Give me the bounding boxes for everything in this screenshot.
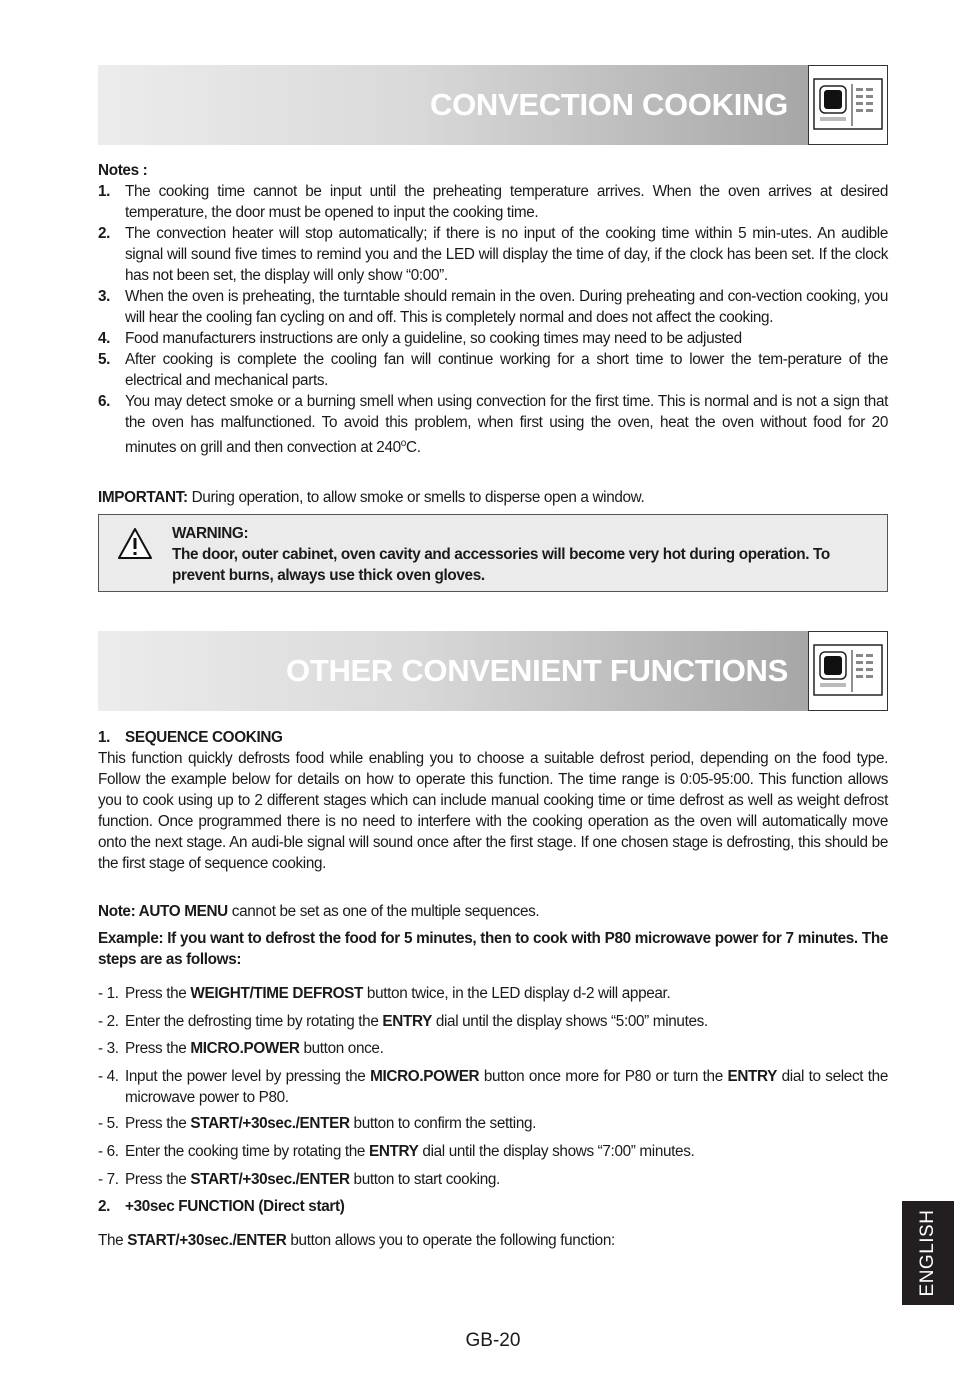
list-item: 4. Food manufacturers instructions are only a guideline, so cooking times may need to be adjusted (98, 330, 742, 347)
list-item: 3. When the oven is preheating, the turntable should remain in the oven. During preheating and con-vection cooking, you will hear the cooling fan cycling on and off. This is completely normal and does not affect the cooking. (98, 288, 888, 326)
warning-box (98, 514, 888, 592)
section-banner-convection (98, 65, 888, 145)
sequence-cooking-heading: 1. SEQUENCE COOKING (98, 729, 283, 746)
page-number: GB-20 (465, 1330, 521, 1351)
example-text: Example: If you want to defrost the food for 5 minutes, then to cook with P80 microwave power for 7 minutes. The steps are as follows: (98, 930, 888, 968)
microwave-icon (808, 631, 888, 711)
list-item: 6. You may detect smoke or a burning smell when using convection for the first time. This is normal and is not a sign that the oven has malfunctioned. To avoid this problem, when first using the oven, heat the oven without food for 20 minutes on grill and then convection at 240$^o$C. (98, 393, 888, 457)
warning-title: WARNING: (172, 525, 249, 542)
step-1: - 1. Press the WEIGHT/TIME DEFROST button twice, in the LED display d-2 will appear. (98, 985, 671, 1002)
plus30-description: The START/+30sec./ENTER button allows you to operate the following function: (98, 1232, 615, 1249)
step-7: - 7. Press the START/+30sec./ENTER button to start cooking. (98, 1171, 500, 1188)
plus30-heading: 2. +30sec FUNCTION (Direct start) (98, 1198, 345, 1215)
section-title: CONVECTION COOKING (429, 87, 788, 122)
list-item: 2. The convection heater will stop automatically; if there is no input of the cooking time within 5 min-utes. An audible signal will sound five times to remind you and the LED will display the time of day, if the clock has been set. If the clock has not been set, the display will only show “0:00”. (98, 225, 888, 284)
section-title: OTHER CONVENIENT FUNCTIONS (286, 653, 788, 688)
step-2: - 2. Enter the defrosting time by rotating the ENTRY dial until the display shows “5:00” minutes. (98, 1013, 708, 1030)
auto-menu-note: Note: AUTO MENU cannot be set as one of the multiple sequences. (98, 903, 540, 920)
microwave-icon (808, 65, 888, 145)
important-note: IMPORTANT: During operation, to allow smoke or smells to disperse open a window. (98, 489, 645, 506)
warning-triangle-icon (117, 527, 153, 566)
language-label: ENGLISH (917, 1209, 938, 1297)
list-item: 5. After cooking is complete the cooling fan will continue working for a short time to lower the tem-perature of the electrical and mechanical parts. (98, 351, 888, 389)
notes-list (98, 181, 888, 458)
language-tab (902, 1201, 954, 1305)
notes-block (98, 160, 888, 458)
step-5: - 5. Press the START/+30sec./ENTER button to confirm the setting. (98, 1115, 537, 1132)
warning-text (172, 523, 872, 586)
step-6: - 6. Enter the cooking time by rotating the ENTRY dial until the display shows “7:00” minutes. (98, 1143, 695, 1160)
step-3: - 3. Press the MICRO.POWER button once. (98, 1040, 384, 1057)
warning-body: The door, outer cabinet, oven cavity and accessories will become very hot during operation. To prevent burns, always use thick oven gloves. (172, 546, 830, 584)
section-banner-other-functions (98, 631, 888, 711)
notes-title: Notes : (98, 162, 148, 179)
step-4: - 4. Input the power level by pressing the MICRO.POWER button once more for P80 or turn the ENTRY dial to select the microwave power to P80. (98, 1068, 888, 1106)
list-item: 1. The cooking time cannot be input until the preheating temperature arrives. When the oven arrives at desired temperature, the door must be opened to input the cooking time. (98, 183, 888, 221)
sequence-intro: This function quickly defrosts food while enabling you to choose a suitable defrost period, depending on the food type. Follow the example below for details on how to operate this function. The time range is 0:05-95:00. This function allows you to cook using up to 2 different stages which can include manual cooking time or time defrost as well as weight defrost function. Once programmed there is no need to interfere with the cooking operation as the oven will automatically move onto the next stage. An audi-ble signal will sound once after the first stage. If one chosen stage is defrosting, this should be the first stage of sequence cooking. (98, 750, 888, 872)
important-label: IMPORTANT: (98, 489, 188, 506)
